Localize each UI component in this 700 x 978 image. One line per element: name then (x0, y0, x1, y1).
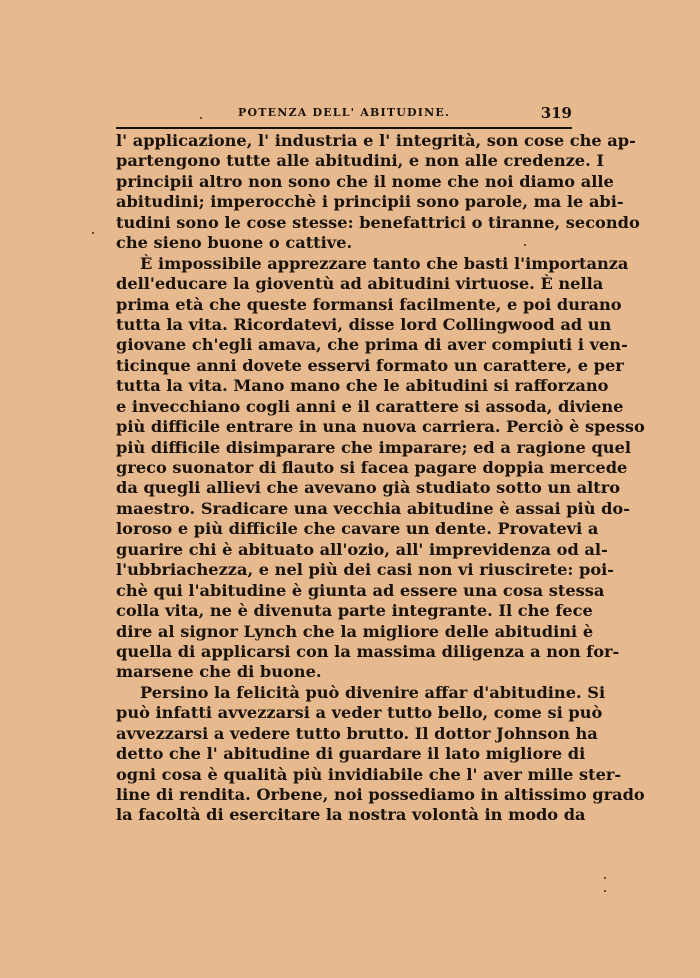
text-line: che sieno buone o cattive. (116, 233, 353, 253)
text-line: l' applicazione, l' industria e l' integrità, son cose che ap- (116, 131, 636, 150)
text-line: più difficile entrare in una nuova carriera. Perciò è spesso (116, 417, 645, 437)
running-head (116, 104, 572, 124)
text-line: marsene che di buone. (116, 662, 322, 682)
text-line: principii altro non sono che il nome che noi diamo alle (116, 171, 614, 191)
text-line: da quegli allievi che avevano già studiato sotto un altro (116, 478, 621, 498)
scan-speck (604, 890, 606, 892)
body-text (116, 131, 645, 826)
text-line: più difficile disimparare che imparare; ed a ragione quel (116, 437, 632, 457)
header-rule (116, 127, 572, 129)
scan-speck (604, 877, 606, 879)
text-line: avvezzarsi a vedere tutto brutto. Il dottor Johnson ha (116, 723, 598, 743)
text-line: line di rendita. Orbene, noi possediamo in altissimo grado (116, 785, 645, 804)
text-line: può infatti avvezzarsi a veder tutto bello, come si può (116, 703, 603, 723)
text-line: detto che l' abitudine di guardare il lato migliore di (116, 744, 586, 764)
text-line: giovane ch'egli amava, che prima di aver compiuti i ven- (116, 335, 628, 355)
text-line: la facoltà di esercitare la nostra volontà in modo da (116, 805, 586, 825)
text-line: dire al signor Lynch che la migliore delle abitudini è (116, 621, 594, 641)
scan-speck (92, 232, 94, 234)
text-line: abitudini; imperocchè i principii sono parole, ma le abi- (116, 192, 624, 212)
text-line: tutta la vita. Mano mano che le abitudini si rafforzano (116, 376, 609, 396)
scan-speck (524, 244, 526, 246)
text-line: colla vita, ne è divenuta parte integrante. Il che fece (116, 601, 593, 621)
scan-speck (200, 117, 202, 119)
text-line: l'ubbriachezza, e nel più dei casi non vi riuscirete: poi- (116, 560, 614, 580)
text-line: tudini sono le cose stesse: benefattrici o tiranne, secondo (116, 212, 640, 232)
text-line: chè qui l'abitudine è giunta ad essere una cosa stessa (116, 580, 605, 600)
text-line: maestro. Sradicare una vecchia abitudine è assai più do- (116, 498, 630, 518)
text-line: È impossibile apprezzare tanto che basti l'importanza (140, 253, 629, 273)
text-line: ogni cosa è qualità più invidiabile che l' aver mille ster- (116, 764, 622, 784)
running-title: POTENZA DELL' ABITUDINE. (238, 106, 450, 119)
text-line: guarire chi è abituato all'ozio, all' imprevidenza od al- (116, 539, 608, 559)
text-line: ticinque anni dovete esservi formato un carattere, e per (116, 355, 624, 375)
text-line: e invecchiano cogli anni e il carattere si assoda, diviene (116, 396, 624, 416)
text-line: prima età che queste formansi facilmente, e poi durano (116, 294, 622, 314)
text-line: Persino la felicità può divenire affar d'abitudine. Si (140, 682, 606, 702)
text-line: partengono tutte alle abitudini, e non alle credenze. I (116, 151, 604, 171)
text-line: greco suonator di flauto si facea pagare doppia mercede (116, 458, 628, 477)
text-line: quella di applicarsi con la massima diligenza a non for- (116, 641, 620, 661)
text-line: tutta la vita. Ricordatevi, disse lord Collingwood ad un (116, 314, 612, 334)
page-number: 319 (540, 104, 572, 122)
text-line: dell'educare la gioventù ad abitudini virtuose. È nella (116, 274, 604, 294)
text-line: loroso e più difficile che cavare un dente. Provatevi a (116, 519, 599, 539)
